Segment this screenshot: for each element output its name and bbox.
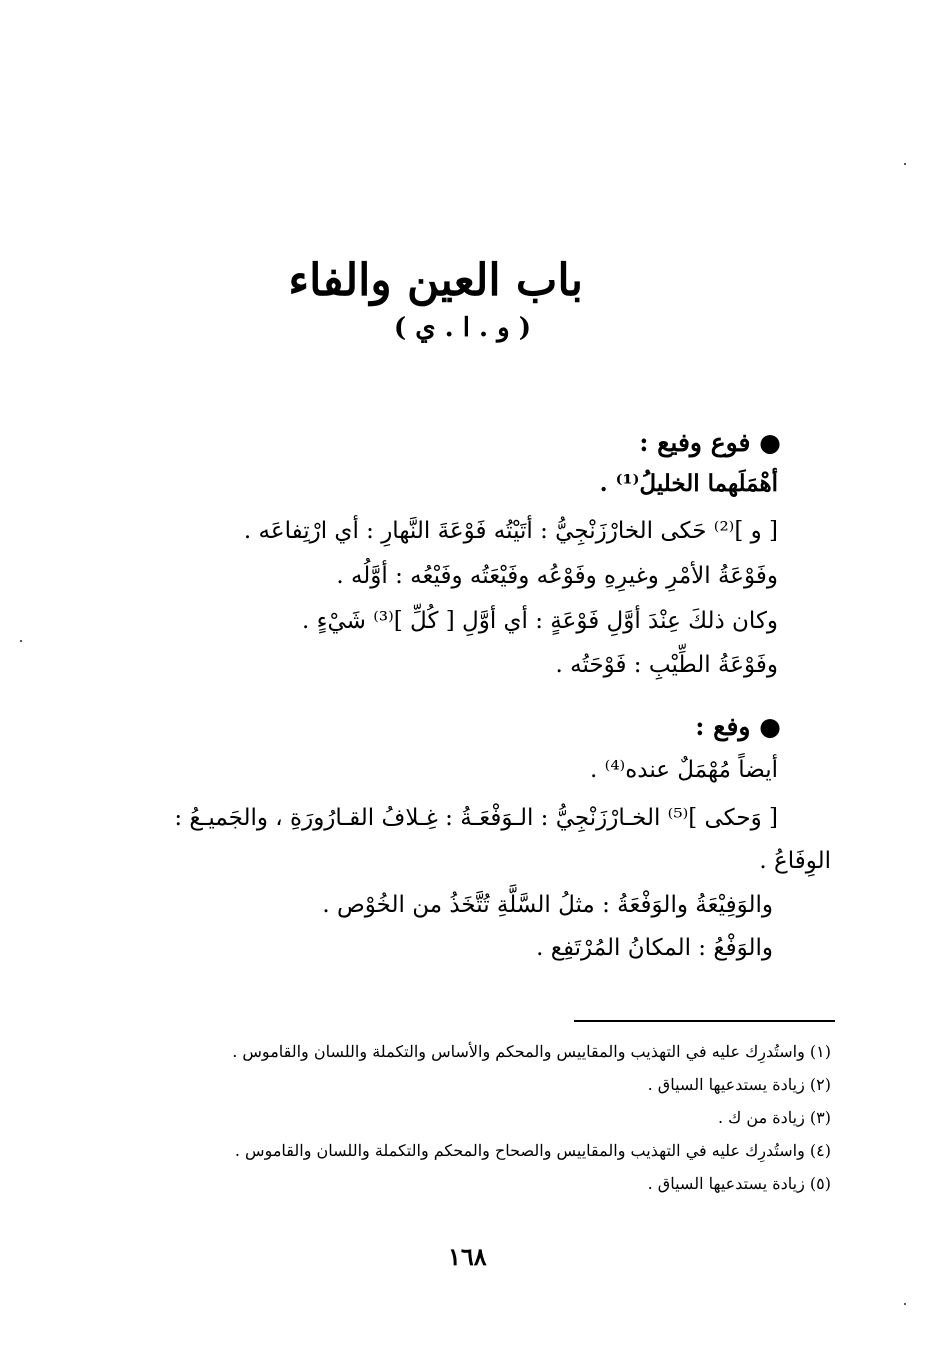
- entry-text-line: [ و ]⁽²⁾ حَكى الخارْزَنْجِيُّ : أتَيْتُه فَوْعَةَ النَّهارِ : أي ارْتِفاعَه .: [243, 518, 778, 544]
- entry-text-line: وكان ذلكَ عِنْدَ أوَّلِ فَوْعَةٍ : أي أوَّلِ [ كُلِّ ]⁽³⁾ شَيْءٍ .: [302, 608, 778, 634]
- chapter-title: باب العين والفاء: [288, 255, 583, 306]
- scan-speck: [904, 1303, 906, 1305]
- entry-text-line: وفَوْعَةُ الأمْرِ وغيرِهِ وفَوْعُه وفَيْعَتُه وفَيْعُه : أوَّلُه .: [336, 563, 778, 589]
- entry-text-line: أيضاً مُهْمَلٌ عنده⁽⁴⁾ .: [590, 757, 778, 783]
- page-number: ١٦٨: [448, 1242, 487, 1271]
- entry-text-line: وفَوْعَةُ الطِّيْبِ : فَوْحَتُه .: [555, 652, 778, 678]
- footnote: (٤) واستُدرِك عليه في التهذيب والمقاييس والصحاح والمحكم والتكملة واللسان والقاموس .: [234, 1141, 831, 1160]
- entry-text-line: والوَفْعُ : المكانُ المُرْتَفِع .: [536, 935, 773, 961]
- entry-text-line: الوِفَاعُ .: [759, 848, 831, 874]
- footnote: (٥) زيادة يستدعيها السياق .: [647, 1174, 831, 1193]
- footnote: (٢) زيادة يستدعيها السياق .: [647, 1075, 831, 1094]
- footnote: (٣) زيادة من ك .: [717, 1108, 831, 1127]
- entry-text-line: أهْمَلَهما الخليلُ⁽¹⁾ .: [599, 470, 778, 497]
- scan-speck: [20, 640, 22, 642]
- entry-heading-fawa: ● فوع وفيع :: [639, 428, 781, 457]
- footnote: (١) واستُدرِك عليه في التهذيب والمقاييس والمحكم والأساس والتكملة واللسان والقاموس .: [232, 1042, 831, 1061]
- entry-text-line: والوَفِيْعَةُ والوَفْعَةُ : مثلُ السَّلَّةِ تُتَّخَذُ من الخُوْص .: [322, 892, 773, 918]
- scan-speck: [904, 163, 906, 165]
- entry-text-line: [ وَحكى ]⁽⁵⁾ الخـارْزَنْجِيُّ : الـوَفْعَـةُ : غِـلافُ القـارُورَةِ ، والجَميـعُ :: [174, 805, 778, 831]
- entry-heading-wafa: ● وفع :: [695, 712, 781, 741]
- chapter-subtitle: ( و . ا . ي ): [393, 313, 531, 343]
- footnote-separator: [574, 1020, 835, 1022]
